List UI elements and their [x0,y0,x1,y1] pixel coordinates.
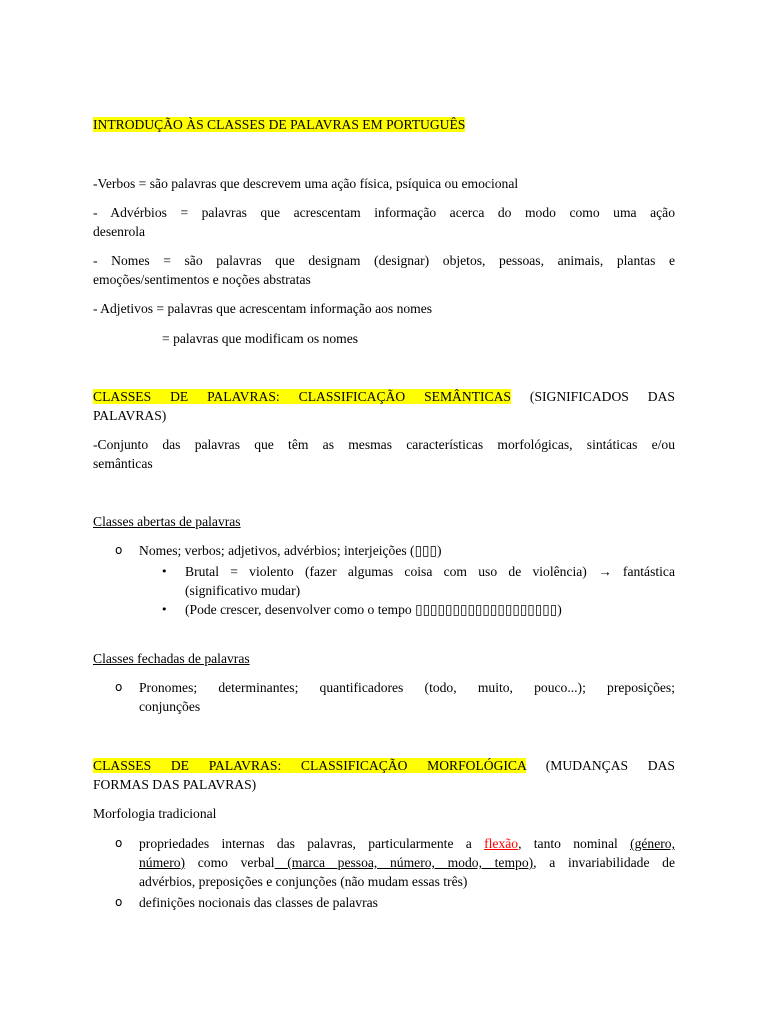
morfologia-tradicional: Morfologia tradicional [93,806,217,821]
heading-semanticas-rest: (SIGNIFICADOS DAS [510,389,675,404]
fechadas-title-text: Classes fechadas de palavras [93,651,250,666]
conjunto-line-1: -Conjunto das palavras que têm as mesmas características morfológicas, sintáticas e/ou [93,437,675,452]
adverbios-paragraph [93,203,675,241]
heading-intro [93,115,675,134]
circle-bullet-icon: o [115,680,123,694]
abertas-item-text: Nomes; verbos; adjetivos, advérbios; interjeições (▯▯▯) [139,543,442,558]
abertas-title-text: Classes abertas de palavras [93,514,241,529]
verbos-line: -Verbos = são palavras que descrevem uma ação física, psíquica ou emocional [93,176,519,191]
conjunto-line-2: semânticas [93,456,153,471]
heading-semanticas-line-2: PALAVRAS) [93,408,167,423]
propriedades-text-d: , a invariabilidade de [533,855,675,870]
dot-bullet-icon: • [161,565,168,578]
fechadas-line-2: conjunções [139,699,201,714]
circle-bullet-icon: o [115,895,123,909]
propriedades-text-a: propriedades internas das palavras, particularmente a [139,836,485,851]
crescer-item-text: (Pode crescer, desenvolver como o tempo ▯▯▯▯▯▯▯▯▯▯▯▯▯▯▯▯▯▯▯) [185,602,562,617]
heading-morfologica-highlight: CLASSES DE PALAVRAS: CLASSIFICAÇÃO MORFOLÓGICA [93,758,527,773]
adjetivos-line: - Adjetivos = palavras que acrescentam informação aos nomes [93,301,433,316]
circle-bullet-icon: o [115,836,123,850]
fechadas-item-text [139,678,675,716]
adjetivos-line-2: = palavras que modificam os nomes [162,331,359,346]
numero-term: número) [139,855,186,870]
heading-morfologica-line-2: FORMAS DAS PALAVRAS) [93,777,257,792]
fechadas-title [93,649,675,668]
heading-semanticas [93,387,675,425]
propriedades-line-1 [139,834,675,853]
definicoes-item-text: definições nocionais das classes de palavras [139,895,378,910]
propriedades-text-c: como verbal [185,855,275,870]
nomes-line-2: emoções/sentimentos e noções abstratas [93,272,311,287]
brutal-item-text [185,562,675,600]
propriedades-line-3: advérbios, preposições e conjunções (não mudam essas três) [139,874,468,889]
marca-term: (marca pessoa, número, modo, tempo) [274,855,534,870]
propriedades-text-b: , tanto nominal [518,836,631,851]
flexao-term: flexão [484,836,519,851]
nomes-paragraph [93,251,675,289]
heading-morfologica-rest: (MUDANÇAS DAS [526,758,675,773]
heading-morfologica [93,756,675,794]
nomes-line-1: - Nomes = são palavras que designam (designar) objetos, pessoas, animais, plantas e [93,253,675,268]
heading-intro-text: INTRODUÇÃO ÀS CLASSES DE PALAVRAS EM PORTUGUÊS [93,117,466,132]
abertas-title [93,512,675,531]
fechadas-line-1: Pronomes; determinantes; quantificadores (todo, muito, pouco...); preposições; [139,680,675,695]
circle-bullet-icon: o [115,543,123,557]
heading-morfologica-line-1 [93,756,675,775]
heading-semanticas-line-1 [93,387,675,406]
dot-bullet-icon: • [161,603,168,616]
propriedades-line-2 [139,853,675,872]
adverbios-line-1: - Advérbios = palavras que acrescentam informação acerca do modo como uma ação [93,205,675,220]
conjunto-paragraph [93,435,675,473]
heading-semanticas-highlight: CLASSES DE PALAVRAS: CLASSIFICAÇÃO SEMÂNTICAS [93,389,511,404]
adverbios-line-2: desenrola [93,224,146,239]
propriedades-item-text [139,834,675,891]
brutal-line-1: Brutal = violento (fazer algumas coisa com uso de violência) → fantástica [185,564,675,579]
brutal-line-2: (significativo mudar) [185,583,301,598]
genero-term: (género, [630,836,675,851]
